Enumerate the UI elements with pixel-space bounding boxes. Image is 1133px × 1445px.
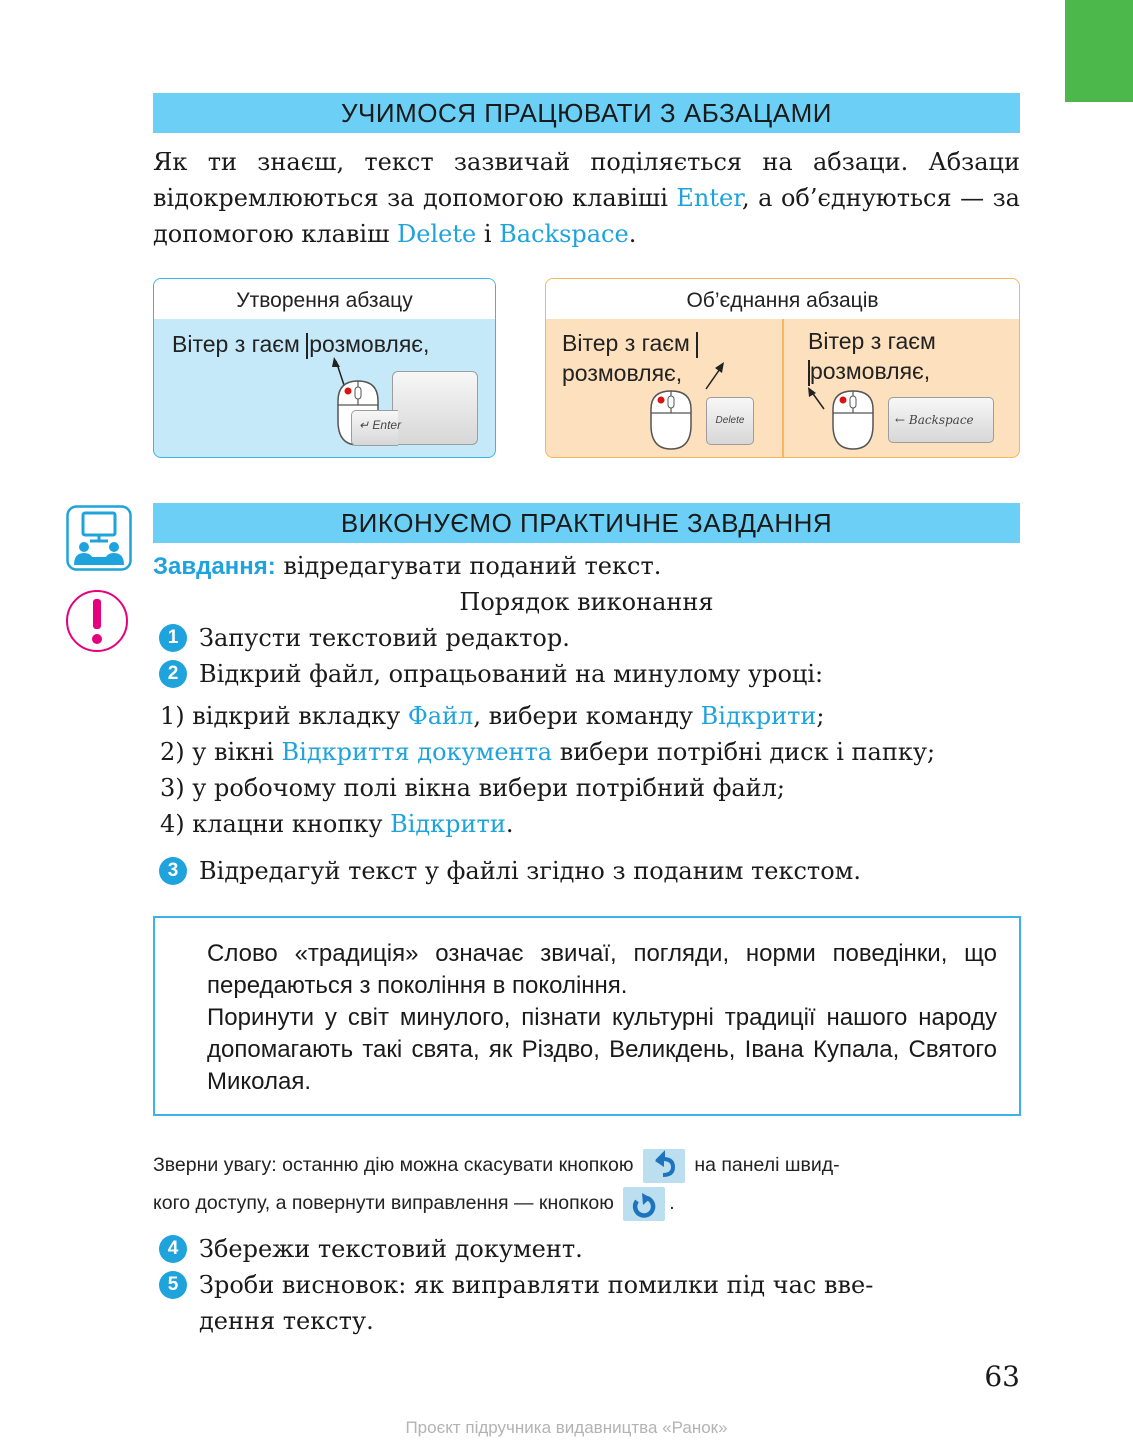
task-label: Завдання: <box>153 553 276 580</box>
substep-4: 4) клацни кнопку Відкрити. <box>160 810 514 838</box>
step-1-text: Запусти текстовий редактор. <box>199 624 570 652</box>
delete-key: Delete <box>706 397 754 445</box>
footer-note: Проєкт підручника видавництва «Ранок» <box>405 1418 728 1437</box>
chapter-tab <box>1065 0 1133 102</box>
sample-paragraph-2: Поринути у світ минулого, пізнати культурні традиції нашого народу допомагають такі свята, як Різдво, Великдень, Івана Купала, Святого Миколая. <box>207 1004 997 1095</box>
undo-icon <box>643 1149 685 1183</box>
create-paragraph-text: Вітер з гаєм розмовляє, <box>172 331 430 357</box>
task-line <box>153 548 1033 585</box>
step-number-3: 3 <box>159 857 187 885</box>
task-text: відредагувати поданий текст. <box>275 552 662 580</box>
sample-paragraph-1: Слово «традиція» означає звичаї, погляди, норми поведінки, що передаються з покоління в покоління. <box>207 940 997 999</box>
note-line-1: Зверни увагу: останню дію можна скасувати кнопкою на панелі швид- <box>153 1146 1023 1184</box>
enter-key: ↵ Enter <box>392 371 478 445</box>
redo-icon <box>623 1187 665 1221</box>
step-3-text: Відредагуй текст у файлі згідно з поданим текстом. <box>199 857 861 885</box>
merge-left-text: Вітер з гаєм розмовляє, <box>562 328 698 388</box>
exclamation-icon <box>65 589 129 653</box>
sample-text <box>207 938 997 1098</box>
create-paragraph-title: Утворення абзацу <box>154 279 495 319</box>
undo-button[interactable] <box>643 1149 685 1183</box>
mouse-icon <box>833 391 873 449</box>
step-4-text: Збережи текстовий документ. <box>199 1235 583 1263</box>
section-title-practical: ВИКОНУЄМО ПРАКТИЧНЕ ЗАВДАННЯ <box>153 503 1020 543</box>
order-title: Порядок виконання <box>459 588 714 616</box>
step-5-text: Зроби висновок: як виправляти помилки під час вве- <box>199 1271 874 1299</box>
step-2-text: Відкрий файл, опрацьований на минулому уроці: <box>199 660 824 688</box>
section-title-paragraphs: УЧИМОСЯ ПРАЦЮВАТИ З АБЗАЦАМИ <box>153 93 1020 133</box>
backspace-key: ← Backspace <box>888 397 994 443</box>
note-line-2: кого доступу, а повернути виправлення — кнопкою . <box>153 1184 1023 1222</box>
create-paragraph-box <box>153 278 496 458</box>
substep-2: 2) у вікні Відкриття документа вибери потрібні диск і папку; <box>160 738 936 766</box>
substep-3: 3) у робочому полі вікна вибери потрібний файл; <box>160 774 785 802</box>
step-number-1: 1 <box>159 624 187 652</box>
page-number: 63 <box>984 1360 1020 1393</box>
sample-text-box <box>153 916 1021 1116</box>
step-number-5: 5 <box>159 1271 187 1299</box>
mouse-icon <box>651 391 691 449</box>
delete-key-link: Delete <box>397 220 477 248</box>
backspace-key-link: Backspace <box>499 220 629 248</box>
intro-paragraph: Як ти знаєш, текст зазвичай поділяється на абзаци. Абзаци відокремлюються за допомогою клавіші Enter, а об’єднуються — за допомогою клавіш Delete і Backspace. <box>153 148 1020 248</box>
computer-class-icon <box>66 505 132 571</box>
merge-paragraphs-box <box>545 278 1020 458</box>
step-number-2: 2 <box>159 660 187 688</box>
step-5-text-cont: дення тексту. <box>199 1307 374 1335</box>
redo-button[interactable] <box>623 1187 665 1221</box>
substep-1: 1) відкрий вкладку Файл, вибери команду Відкрити; <box>160 702 825 730</box>
merge-right-text: Вітер з гаєм розмовляє, <box>808 328 936 384</box>
step-number-4: 4 <box>159 1235 187 1263</box>
enter-key-link: Enter <box>676 184 743 212</box>
merge-paragraphs-title: Об’єднання абзаців <box>546 279 1019 319</box>
